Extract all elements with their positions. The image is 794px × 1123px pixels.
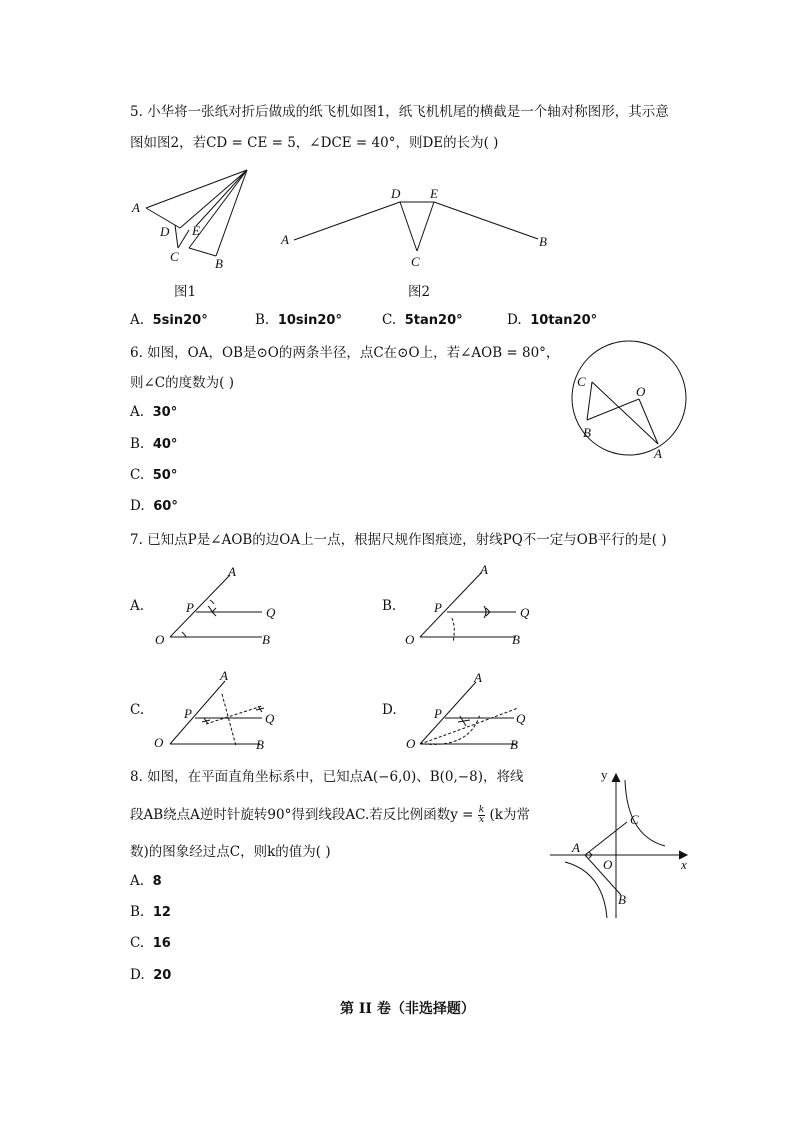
q7c-point-b: B xyxy=(256,737,264,752)
q5-option-b[interactable]: B. 10sin20° xyxy=(255,312,342,328)
section-title: 第 II 卷（非选择题） xyxy=(340,1001,475,1017)
q7-option-d-letter[interactable]: D. xyxy=(382,702,397,718)
q8-option-a[interactable]: A. 8 xyxy=(130,873,162,889)
q6-option-a[interactable]: A. 30° xyxy=(130,404,178,420)
q8-fraction: $\frac{k}{x}$ xyxy=(478,805,485,825)
q7a-point-p: P xyxy=(186,600,194,615)
q7a-point-o: O xyxy=(155,632,165,647)
q5-fig2-point-e: E xyxy=(430,186,438,201)
q6-point-a: A xyxy=(654,446,662,461)
q5-stem-line1: 5. 小华将一张纸对折后做成的纸飞机如图1，纸飞机机尾的横截是一个轴对称图形，其示意 xyxy=(130,104,669,120)
q5-fig2-caption: 图2 xyxy=(408,284,431,300)
q7d-point-b: B xyxy=(510,737,518,752)
q5-fig1-caption: 图1 xyxy=(174,284,197,300)
q6-stem-line2: 则∠C的度数为( ) xyxy=(130,375,234,391)
q6-option-d[interactable]: D. 60° xyxy=(130,498,178,514)
q5-option-d[interactable]: D. 10tan20° xyxy=(507,312,598,328)
q8-option-b[interactable]: B. 12 xyxy=(130,904,171,920)
q5-fig2-point-a: A xyxy=(281,232,289,247)
q7-figure-a[interactable] xyxy=(150,560,290,650)
q7c-point-a: A xyxy=(220,668,228,683)
q6-point-o: O xyxy=(636,384,646,399)
q5-fig1-point-d: D xyxy=(160,224,170,239)
q5-option-a[interactable]: A. 5sin20° xyxy=(130,312,208,328)
q7a-point-b: B xyxy=(262,632,270,647)
q7-stem: 7. 已知点P是∠AOB的边OA上一点，根据尺规作图痕迹，射线PQ不一定与OB平行的是( ) xyxy=(130,532,667,548)
q7c-point-o: O xyxy=(154,735,164,750)
q6-option-c[interactable]: C. 50° xyxy=(130,467,178,483)
q7b-point-a: A xyxy=(480,562,488,577)
q5-fig2-point-c: C xyxy=(411,254,420,269)
q8-stem-line3: 数)的图象经过点C，则k的值为( ) xyxy=(130,844,331,860)
q8-point-a: A xyxy=(572,840,580,855)
q5-fig1-point-e: E xyxy=(192,223,200,238)
q5-fig1-point-a: A xyxy=(132,200,140,215)
q6-circle-figure xyxy=(570,340,700,470)
q6-point-c: C xyxy=(577,374,586,389)
q7a-point-a: A xyxy=(228,564,236,579)
q7b-point-o: O xyxy=(405,632,415,647)
q7-figure-d[interactable] xyxy=(400,668,550,758)
q6-option-b[interactable]: B. 40° xyxy=(130,436,178,452)
q5-fig2-point-b: B xyxy=(539,234,547,249)
q7-option-a-letter[interactable]: A. xyxy=(130,598,145,614)
q6-point-b: B xyxy=(583,425,591,440)
q7-option-c-letter[interactable]: C. xyxy=(130,702,145,718)
q7b-point-q: Q xyxy=(520,605,530,620)
q7d-point-p: P xyxy=(434,706,442,721)
q7d-point-o: O xyxy=(406,736,416,751)
q8-option-d[interactable]: D. 20 xyxy=(130,967,172,983)
q8-axis-x: x xyxy=(681,857,687,872)
q5-figure1-paper-plane xyxy=(120,160,270,300)
q5-fig1-point-c: C xyxy=(170,249,179,264)
q7b-point-p: P xyxy=(434,600,442,615)
q8-point-c: C xyxy=(630,812,639,827)
q8-axis-y: y xyxy=(601,767,608,782)
q8-point-b: B xyxy=(618,892,626,907)
q5-option-c[interactable]: C. 5tan20° xyxy=(382,312,463,328)
q7c-point-p: P xyxy=(184,706,192,721)
q5-stem-line2: 图如图2，若CD = CE = 5，∠DCE = 40°，则DE的长为( ) xyxy=(130,135,499,151)
q5-figure2-cross-section xyxy=(280,180,560,280)
q7c-point-q: Q xyxy=(265,711,275,726)
q7d-point-q: Q xyxy=(516,711,526,726)
q6-stem-line1: 6. 如图，OA，OB是⊙O的两条半径，点C在⊙O上，若∠AOB = 80°， xyxy=(130,345,560,361)
q7a-point-q: Q xyxy=(266,605,276,620)
q7b-point-b: B xyxy=(512,632,520,647)
q7-figure-b[interactable] xyxy=(400,560,550,650)
q7d-point-a: A xyxy=(474,670,482,685)
q8-coordinate-figure xyxy=(545,767,695,920)
q8-point-o: O xyxy=(603,857,613,872)
q8-option-c[interactable]: C. 16 xyxy=(130,935,171,951)
q7-figure-c[interactable] xyxy=(150,668,290,758)
q8-stem-line1: 8. 如图，在平面直角坐标系中，已知点A(−6,0)、B(0,−8)，将线 xyxy=(130,769,524,785)
q5-fig1-point-b: B xyxy=(215,256,223,271)
q7-option-b-letter[interactable]: B. xyxy=(382,598,397,614)
q5-fig2-point-d: D xyxy=(391,186,401,201)
q8-stem-line2: 段AB绕点A逆时针旋转90°得到线段AC.若反比例函数y = $\frac{k}{x}$ (k为常 xyxy=(130,805,530,825)
